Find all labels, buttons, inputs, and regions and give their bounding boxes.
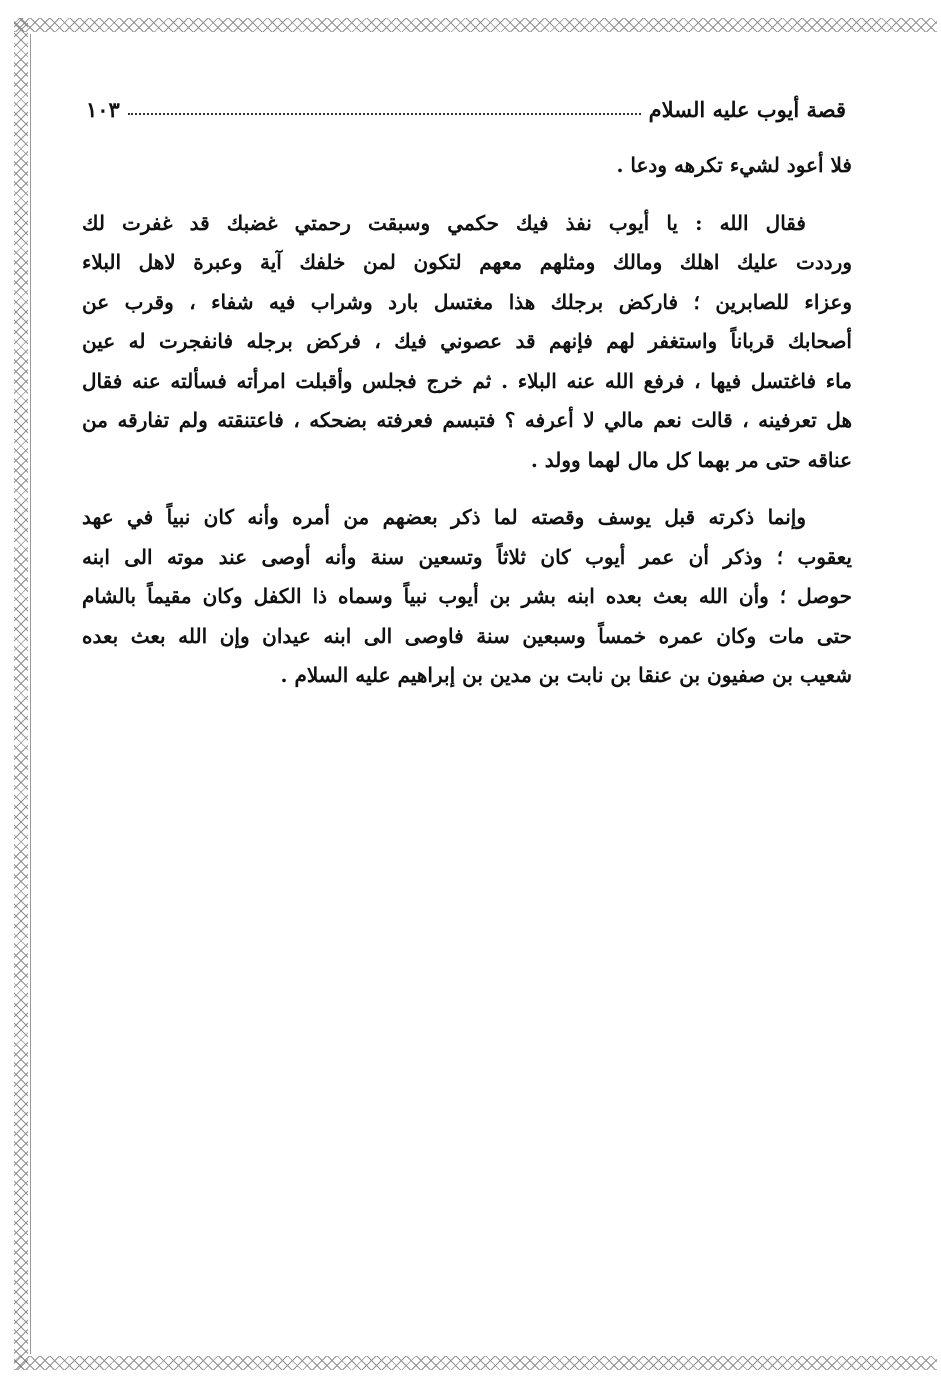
header-dotted-leader [128,113,641,115]
text-line: ورددت عليك اهلك ومالك ومثلهم معهم لتكون لمن خلفك آية وعبرة لاهل البلاء [82,250,852,274]
chapter-title: قصة أيوب عليه السلام [648,97,846,122]
running-header [86,86,846,122]
decorative-border-left [14,18,28,1370]
text-line: عناقه حتى مر بهما كل مال لهما وولد . [530,447,852,472]
decorative-border-bottom [14,1356,937,1370]
text-line: فقال الله : يا أيوب نفذ فيك حكمي وسبقت رحمتي غضبك قد غفرت لك [82,210,806,235]
paragraph-2 [82,204,852,481]
decorative-border-top [14,18,937,32]
text-line: حتى مات وكان عمره خمساً وسبعين سنة فاوصى الى ابنه عيدان وإن الله بعث بعده [82,623,852,648]
paragraph-1 [82,146,852,186]
border-inner-line [30,34,31,1354]
paragraph-3 [82,498,852,696]
text-line: وإنما ذكرته قبل يوسف وقصته لما ذكر بعضهم من أمره وأنه كان نبياً في عهد [82,505,806,529]
text-line: شعيب بن صفيون بن عنقا بن نابت بن مدين بن إبراهيم عليه السلام . [280,663,852,687]
text-line: هل تعرفينه ، قالت نعم مالي لا أعرفه ؟ فتبسم فعرفته بضحكه ، فاعتنقته ولم تفارقه من [82,408,852,432]
text-line: حوصل ؛ وأن الله بعث بعده ابنه بشر بن أيوب نبياً وسماه ذا الكفل وكان مقيماً بالشام [82,584,852,608]
text-line: وعزاء للصابرين ؛ فاركض برجلك هذا مغتسل بارد وشراب فيه شفاء ، وقرب عن [82,289,852,314]
page-body [82,146,852,696]
text-line: يعقوب ؛ وذكر أن عمر أيوب كان ثلاثاً وتسعين سنة وأنه أوصى عند موته الى ابنه [82,544,852,569]
page-number: ١٠٣ [86,97,120,122]
text-line: فلا أعود لشيء تكرهه ودعا . [616,153,852,177]
text-line: أصحابك قرباناً واستغفر لهم فإنهم قد عصوني فيك ، فركض برجله فانفجرت له عين [82,329,852,353]
text-line: ماء فاغتسل فيها ، فرفع الله عنه البلاء . ثم خرج فجلس وأقبلت امرأته فسألته عنه فقال [82,368,852,393]
